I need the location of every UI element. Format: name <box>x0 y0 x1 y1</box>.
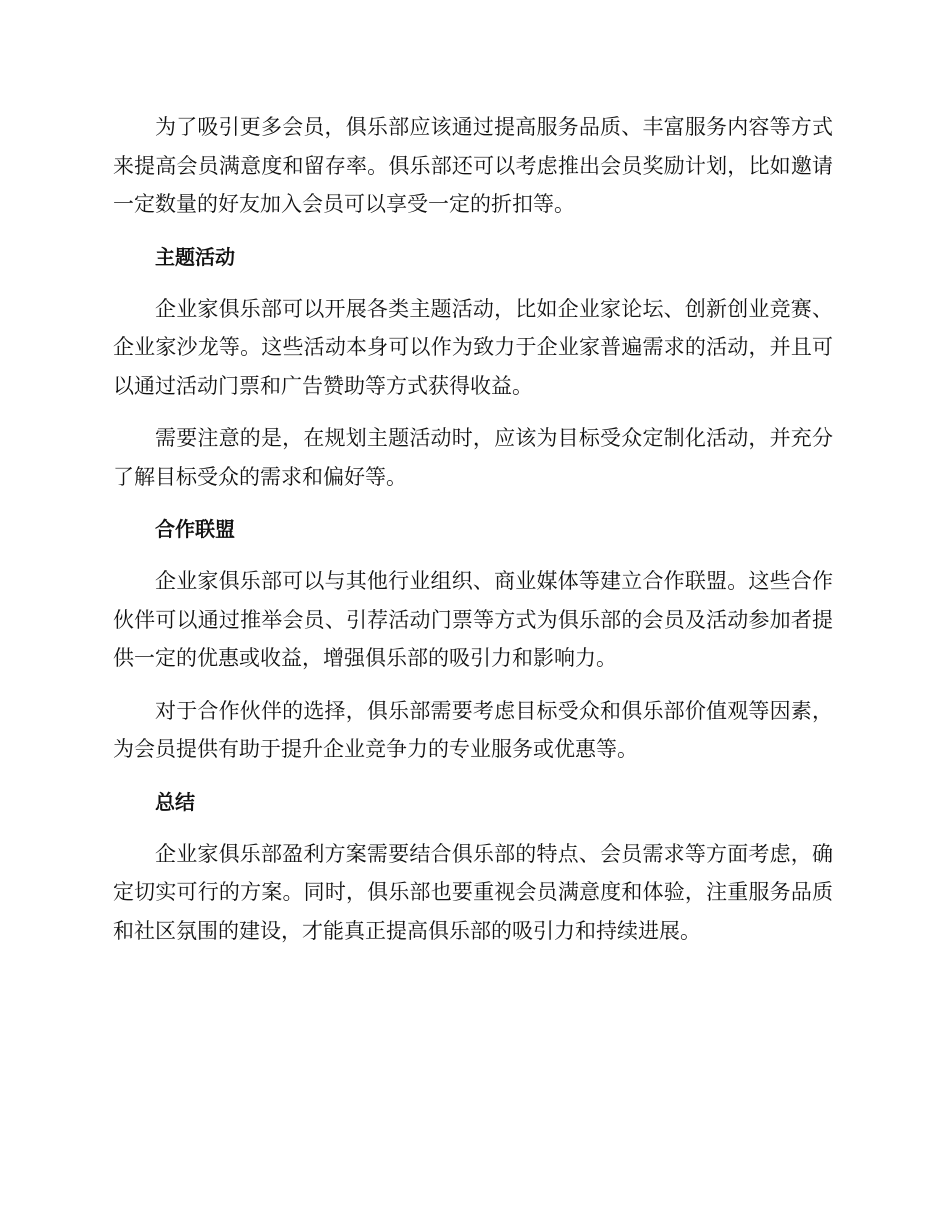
paragraph-theme-activities-note: 需要注意的是，在规划主题活动时，应该为目标受众定制化活动，并充分了解目标受众的需求和偏好等。 <box>113 426 833 489</box>
paragraph-cooperation-alliance: 企业家俱乐部可以与其他行业组织、商业媒体等建立合作联盟。这些合作伙伴可以通过推举会员、引荐活动门票等方式为俱乐部的会员及活动参加者提供一定的优惠或收益，增强俱乐部的吸引力和影响力。 <box>113 569 833 670</box>
heading-summary: 总结 <box>155 789 195 814</box>
paragraph-summary: 企业家俱乐部盈利方案需要结合俱乐部的特点、会员需求等方面考虑，确定切实可行的方案。同时，俱乐部也要重视会员满意度和体验，注重服务品质和社区氛围的建设，才能真正提高俱乐部的吸引力和持续进展。 <box>113 841 833 943</box>
heading-theme-activities: 主题活动 <box>155 244 235 269</box>
paragraph-theme-activities: 企业家俱乐部可以开展各类主题活动，比如企业家论坛、创新创业竞赛、企业家沙龙等。这些活动本身可以作为致力于企业家普遍需求的活动，并且可以通过活动门票和广告赞助等方式获得收益。 <box>113 296 833 398</box>
heading-cooperation-alliance: 合作联盟 <box>155 517 235 541</box>
document-body <box>113 108 833 964</box>
paragraph-member-attraction: 为了吸引更多会员，俱乐部应该通过提高服务品质、丰富服务内容等方式来提高会员满意度和留存率。俱乐部还可以考虑推出会员奖励计划，比如邀请一定数量的好友加入会员可以享受一定的折扣等。 <box>113 115 833 216</box>
paragraph-partner-selection: 对于合作伙伴的选择，俱乐部需要考虑目标受众和俱乐部价值观等因素，为会员提供有助于提升企业竞争力的专业服务或优惠等。 <box>113 698 833 761</box>
